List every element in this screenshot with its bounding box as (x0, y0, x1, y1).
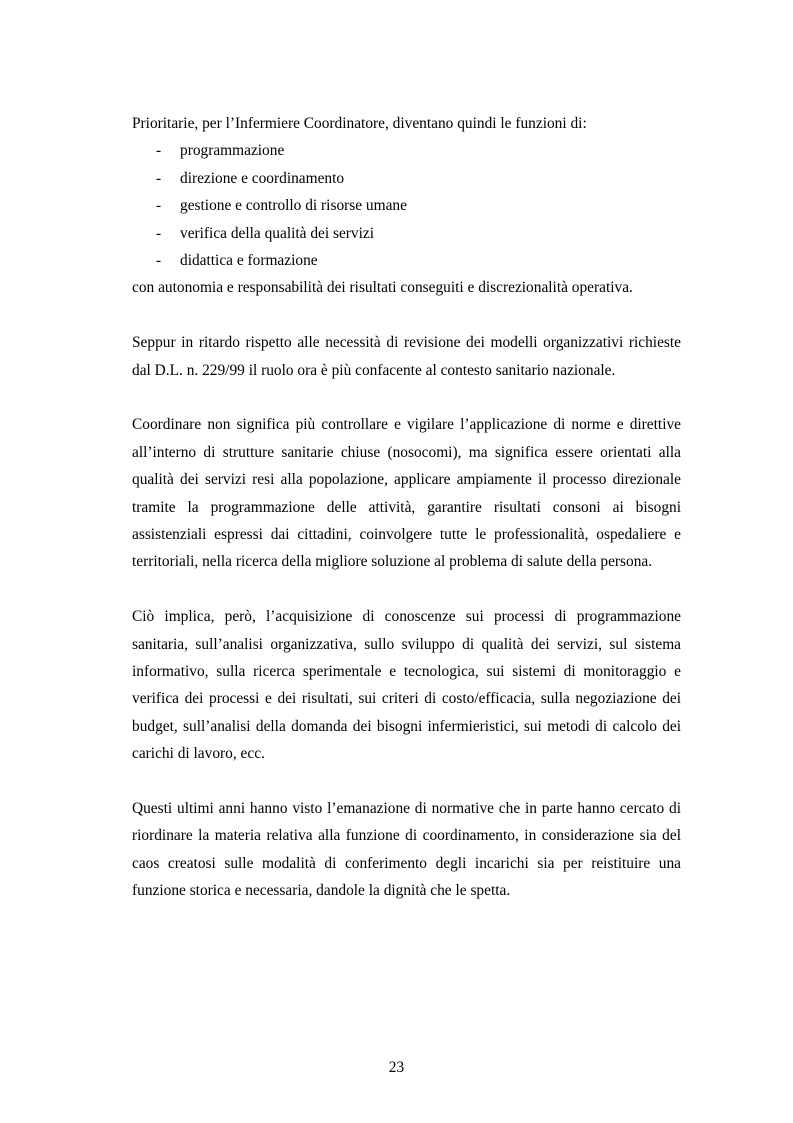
list-item (132, 192, 681, 219)
page-number: 23 (388, 1059, 405, 1076)
intro-sentence: Prioritarie, per l’Infermiere Coordinatore, diventano quindi le funzioni di: (132, 115, 587, 132)
list-item (132, 165, 681, 192)
list-dash: - (156, 142, 162, 160)
list-item-text: direzione e coordinamento (180, 169, 345, 187)
functions-list (132, 137, 681, 274)
list-item-text: programmazione (180, 142, 285, 160)
paragraph-coordinare: Coordinare non significa più controllare e vigilare l’applicazione di norme e direttive all’interno di strutture sanitarie chiuse (nosocomi), ma significa essere orientati alla qualità dei servizi resi alla popolazione, applicare ampiamente il processo direzionale tramite la programmazione delle attività, garantire risultati consoni ai bisogni assistenziali espressi dai cittadini, coinvolgere tutte le professionalità, ospedaliere e territoriali, nella ricerca della migliore soluzione al problema di salute della persona. (132, 416, 681, 571)
list-item (132, 220, 681, 247)
paragraph-conoscenze: Ciò implica, però, l’acquisizione di conoscenze sui processi di programmazione sanitaria, sull’analisi organizzativa, sullo sviluppo di qualità dei servizi, sul sistema informativo, sulla ricerca sperimentale e tecnologica, sui sistemi di monitoraggio e verifica dei processi e dei risultati, sui criteri di costo/efficacia, sulla negoziazione dei budget, sull’analisi della domanda dei bisogni infermieristici, sui metodi di calcolo dei carichi di lavoro, ecc. (132, 608, 681, 763)
list-dash: - (156, 251, 162, 269)
list-item-text: gestione e controllo di risorse umane (180, 197, 407, 215)
list-item-text: didattica e formazione (180, 251, 318, 269)
list-dash: - (156, 169, 162, 187)
after-list-sentence: con autonomia e responsabilità dei risultati conseguiti e discrezionalità operativa. (132, 279, 633, 297)
paragraph-ruolo: Seppur in ritardo rispetto alle necessità di revisione dei modelli organizzativi richieste dal D.L. n. 229/99 il ruolo ora è più confacente al contesto sanitario nazionale. (132, 334, 681, 379)
list-dash: - (156, 224, 162, 242)
paragraph-normative: Questi ultimi anni hanno visto l’emanazione di normative che in parte hanno cercato di riordinare la materia relativa alla funzione di coordinamento, in considerazione sia del caos creatosi sulle modalità di conferimento degli incarichi sia per reistituire una funzione storica e necessaria, dandole la dignità che le spetta. (132, 800, 681, 900)
page-body (132, 110, 681, 905)
list-item-text: verifica della qualità dei servizi (180, 224, 374, 242)
list-item (132, 247, 681, 274)
list-dash: - (156, 197, 162, 215)
list-item (132, 137, 681, 164)
